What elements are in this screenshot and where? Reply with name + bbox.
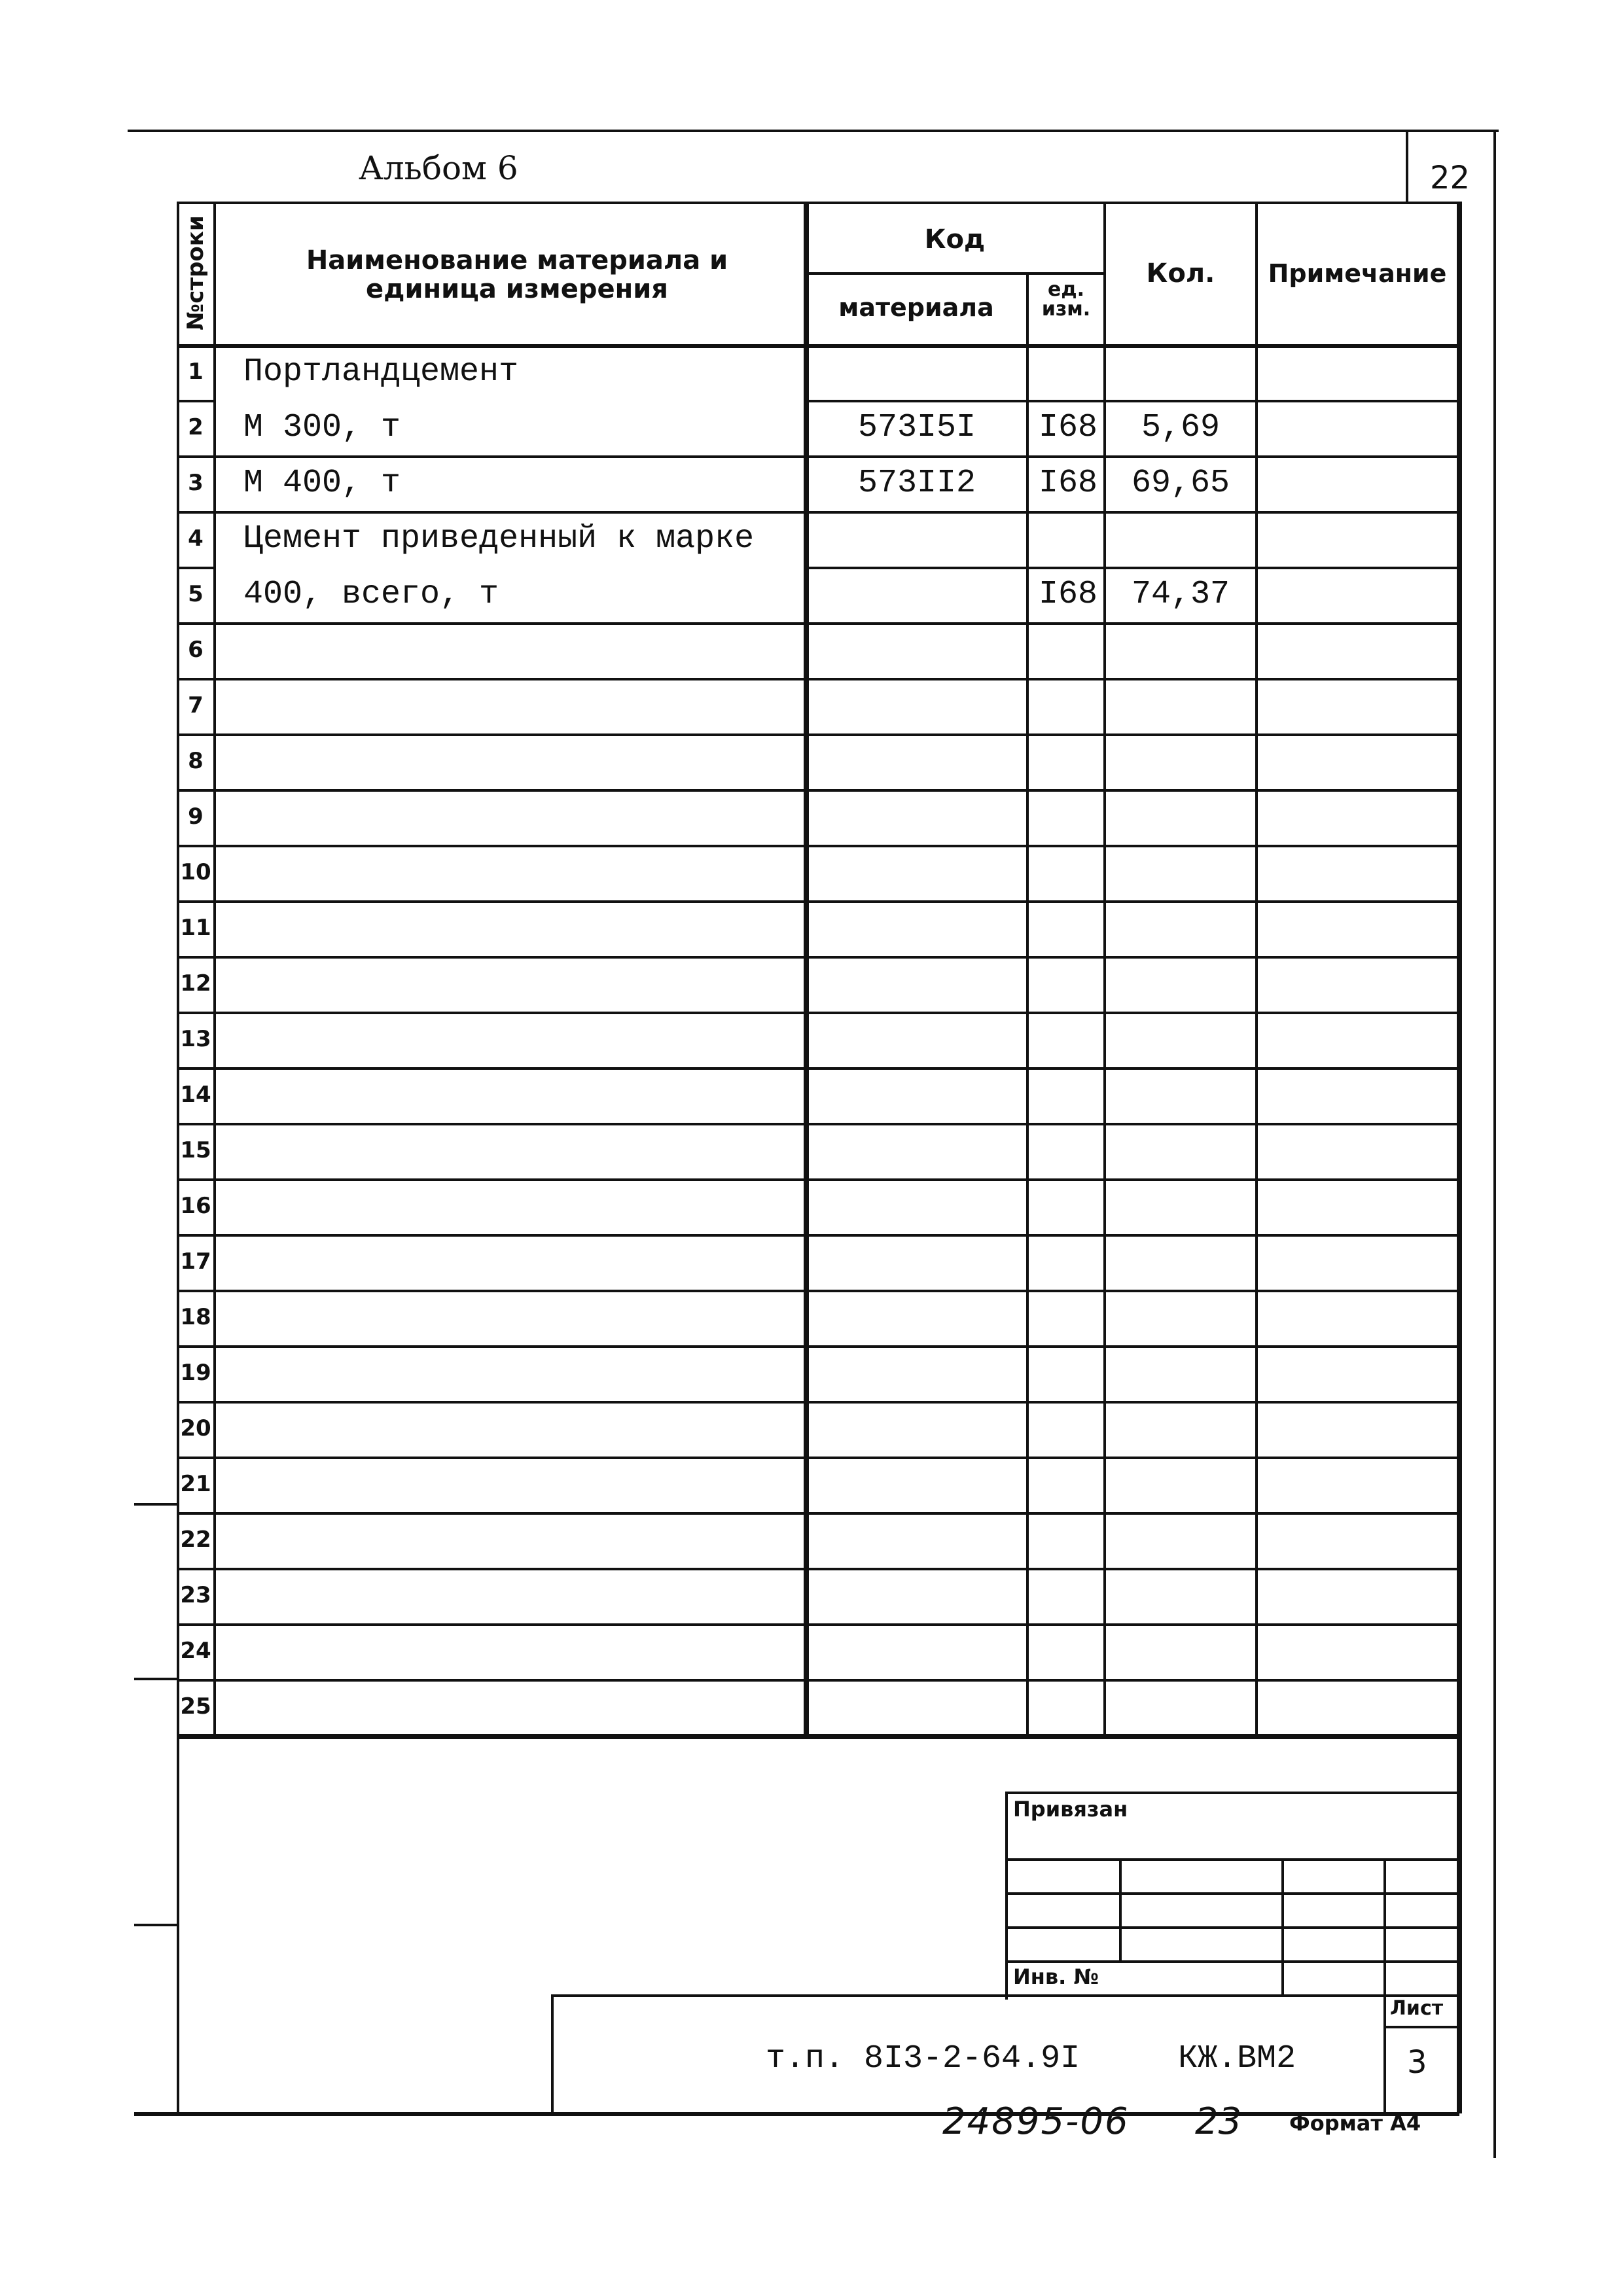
stamp-line-3 bbox=[1005, 1926, 1459, 1929]
page-number: 22 bbox=[1430, 160, 1471, 196]
table-right-line bbox=[1457, 202, 1462, 2113]
title-block-left-line bbox=[551, 1994, 554, 2113]
row-divider bbox=[177, 1012, 1457, 1014]
row-divider bbox=[177, 1623, 1457, 1626]
table-bottom-line bbox=[177, 1734, 1459, 1739]
row-number: 1 bbox=[188, 359, 204, 385]
row-divider bbox=[177, 900, 1457, 903]
row-divider bbox=[177, 1457, 1457, 1459]
unit-code: I68 bbox=[1038, 576, 1097, 613]
row-number: 17 bbox=[180, 1248, 211, 1275]
quantity-header: Кол. bbox=[1146, 258, 1215, 289]
row-divider bbox=[177, 400, 213, 402]
quantity: 5,69 bbox=[1141, 409, 1221, 446]
unit-code-header: ед. изм. bbox=[1041, 278, 1091, 321]
row-divider bbox=[177, 1178, 1457, 1181]
row-number: 6 bbox=[188, 637, 204, 663]
row-number: 3 bbox=[188, 470, 204, 496]
row-number: 25 bbox=[180, 1693, 211, 1720]
material-code-header: материала bbox=[838, 293, 994, 322]
row-number: 14 bbox=[180, 1082, 211, 1108]
material-name: Портландцемент bbox=[243, 353, 519, 391]
row-divider bbox=[177, 956, 1457, 959]
row-divider bbox=[177, 455, 1457, 458]
row-number: 15 bbox=[180, 1137, 211, 1163]
unit-code: I68 bbox=[1038, 409, 1097, 446]
document-designation: т.п. 8I3-2-64.9I КЖ.ВМ2 bbox=[766, 2040, 1296, 2077]
row-number: 16 bbox=[180, 1193, 211, 1219]
qty-col-line bbox=[1255, 202, 1258, 1737]
row-divider bbox=[177, 1290, 1457, 1292]
row-number: 12 bbox=[180, 970, 211, 997]
top-border-line bbox=[128, 130, 1499, 132]
code-column-header: Код bbox=[924, 224, 986, 255]
note-header: Примечание bbox=[1268, 259, 1447, 288]
left-tick-3 bbox=[134, 1924, 177, 1926]
title-block-top-line bbox=[551, 1994, 1459, 1997]
bound-label: Привязан bbox=[1013, 1797, 1128, 1822]
material-name: М 400, т bbox=[243, 465, 401, 502]
row-number: 5 bbox=[188, 581, 204, 607]
header-bottom-line bbox=[177, 344, 1459, 348]
sheet-label: Лист bbox=[1390, 1997, 1444, 2020]
row-divider bbox=[177, 1234, 1457, 1237]
material-code: 573I5I bbox=[857, 409, 976, 446]
table-top-line bbox=[177, 202, 1459, 204]
material-name: 400, всего, т bbox=[243, 576, 499, 613]
sheet-label-line bbox=[1383, 2026, 1459, 2028]
material-code: 573II2 bbox=[857, 465, 976, 502]
name-column-header: Наименование материала и единица измерения bbox=[306, 245, 728, 304]
material-name: М 300, т bbox=[243, 409, 401, 446]
row-divider bbox=[177, 845, 1457, 847]
row-divider bbox=[177, 511, 1457, 514]
row-divider bbox=[177, 1345, 1457, 1348]
stamp-col-1 bbox=[1119, 1858, 1122, 1960]
sheet-number: 3 bbox=[1407, 2044, 1427, 2081]
stamp-col-3 bbox=[1383, 1858, 1386, 2113]
inv-label: Инв. № bbox=[1013, 1964, 1099, 1989]
quantity: 74,37 bbox=[1131, 576, 1230, 613]
row-number-header: №строки bbox=[183, 215, 209, 330]
unit-col-line bbox=[1103, 202, 1106, 1737]
right-frame-line bbox=[1493, 130, 1496, 2158]
name-col-line bbox=[804, 202, 809, 1737]
row-divider bbox=[177, 1512, 1457, 1515]
row-number: 13 bbox=[180, 1026, 211, 1052]
stamp-left-line bbox=[1005, 1792, 1008, 2000]
row-divider bbox=[177, 789, 1457, 792]
row-number: 22 bbox=[180, 1527, 211, 1553]
quantity: 69,65 bbox=[1131, 465, 1230, 502]
stamp-col-2 bbox=[1281, 1858, 1284, 1994]
left-tick-1 bbox=[134, 1503, 177, 1506]
row-divider bbox=[177, 1679, 1457, 1682]
row-number: 2 bbox=[188, 414, 204, 440]
row-divider bbox=[177, 1067, 1457, 1070]
row-divider bbox=[806, 400, 1457, 402]
row-number: 18 bbox=[180, 1304, 211, 1330]
row-divider bbox=[806, 567, 1457, 569]
row-number: 4 bbox=[188, 525, 204, 552]
stamp-line-2 bbox=[1005, 1892, 1459, 1895]
album-title: Альбом 6 bbox=[359, 149, 518, 187]
material-name: Цемент приведенный к марке bbox=[243, 520, 755, 557]
row-number: 11 bbox=[180, 915, 211, 941]
row-number: 19 bbox=[180, 1360, 211, 1386]
row-divider bbox=[177, 567, 213, 569]
row-number: 9 bbox=[188, 804, 204, 830]
row-number: 7 bbox=[188, 692, 204, 718]
row-divider bbox=[177, 678, 1457, 680]
unit-code: I68 bbox=[1038, 465, 1097, 502]
archive-number: 24895-06 bbox=[942, 2100, 1130, 2143]
material-col-line bbox=[1026, 272, 1029, 1737]
row-number: 21 bbox=[180, 1471, 211, 1497]
row-number: 8 bbox=[188, 748, 204, 774]
row-number: 10 bbox=[180, 859, 211, 885]
row-number: 20 bbox=[180, 1415, 211, 1441]
row-divider bbox=[177, 1568, 1457, 1570]
row-number: 23 bbox=[180, 1582, 211, 1608]
stamp-line-4 bbox=[1005, 1960, 1459, 1963]
row-divider bbox=[177, 622, 1457, 625]
page-number-box-left bbox=[1406, 130, 1408, 202]
rownum-col-line bbox=[213, 202, 216, 1737]
stamp-top-line bbox=[1005, 1792, 1459, 1794]
row-divider bbox=[177, 733, 1457, 736]
row-divider bbox=[177, 1123, 1457, 1125]
page-bottom-line bbox=[134, 2112, 1459, 2116]
left-tick-2 bbox=[134, 1678, 177, 1680]
format-label: Формат А4 bbox=[1289, 2111, 1421, 2136]
footer-page: 23 bbox=[1195, 2100, 1242, 2143]
row-divider bbox=[177, 1401, 1457, 1404]
row-number: 24 bbox=[180, 1638, 211, 1664]
code-subheader-line bbox=[804, 272, 1105, 275]
stamp-line-1 bbox=[1005, 1858, 1459, 1861]
